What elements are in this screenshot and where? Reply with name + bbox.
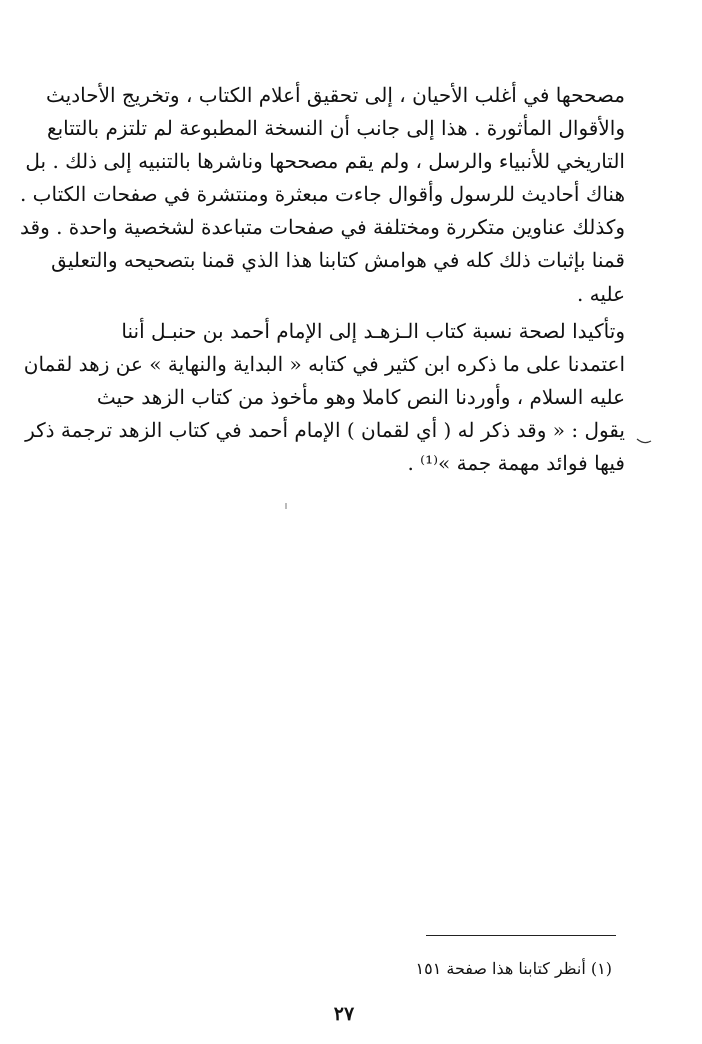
paragraph-2-line: يقول : « وقد ذكر له ( أي لقمان ) الإمام أحمد في كتاب الزهد ترجمة ذكر xyxy=(25,418,625,442)
paragraph-1-line: وكذلك عناوين متكررة ومختلفة في صفحات متباعدة لشخصية واحدة . وقد xyxy=(20,215,625,239)
footnote-separator xyxy=(426,935,616,936)
paragraph-1-line: مصححها في أغلب الأحيان ، إلى تحقيق أعلام الكتاب ، وتخريج الأحاديث xyxy=(46,83,625,107)
paragraph-2-line: اعتمدنا على ما ذكره ابن كثير في كتابه « البداية والنهاية » عن زهد لقمان xyxy=(23,352,625,376)
paragraph-1-line: عليه . xyxy=(576,282,625,306)
paragraph-2-line: وتأكيدا لصحة نسبة كتاب الـزهـد إلى الإمام أحمد بن حنبـل أننا xyxy=(121,319,625,343)
scan-speck-icon xyxy=(285,503,287,511)
margin-mark-icon xyxy=(636,437,652,445)
paragraph-2-line: عليه السلام ، وأوردنا النص كاملا وهو مأخوذ من كتاب الزهد حيث xyxy=(96,385,625,409)
paragraph-1-line: هناك أحاديث للرسول وأقوال جاءت مبعثرة ومنتشرة في صفحات الكتاب . xyxy=(19,182,625,206)
paragraph-2-line: فيها فوائد مهمة جمة »⁽¹⁾ . xyxy=(407,451,625,475)
paragraph-1-line: قمنا بإثبات ذلك كله في هوامش كتابنا هذا الذي قمنا بتصحيحه والتعليق xyxy=(51,248,625,272)
paragraph-1-line: والأقوال المأثورة . هذا إلى جانب أن النسخة المطبوعة لم تلتزم بالتتابع xyxy=(46,116,625,140)
footnote-text: (١) أنظر كتابنا هذا صفحة ١٥١ xyxy=(415,959,612,978)
paragraph-1-line: التاريخي للأنبياء والرسل ، ولم يقم مصححها وناشرها بالتنبيه إلى ذلك . بل xyxy=(25,149,625,173)
page-number: ٢٧ xyxy=(333,1003,355,1025)
